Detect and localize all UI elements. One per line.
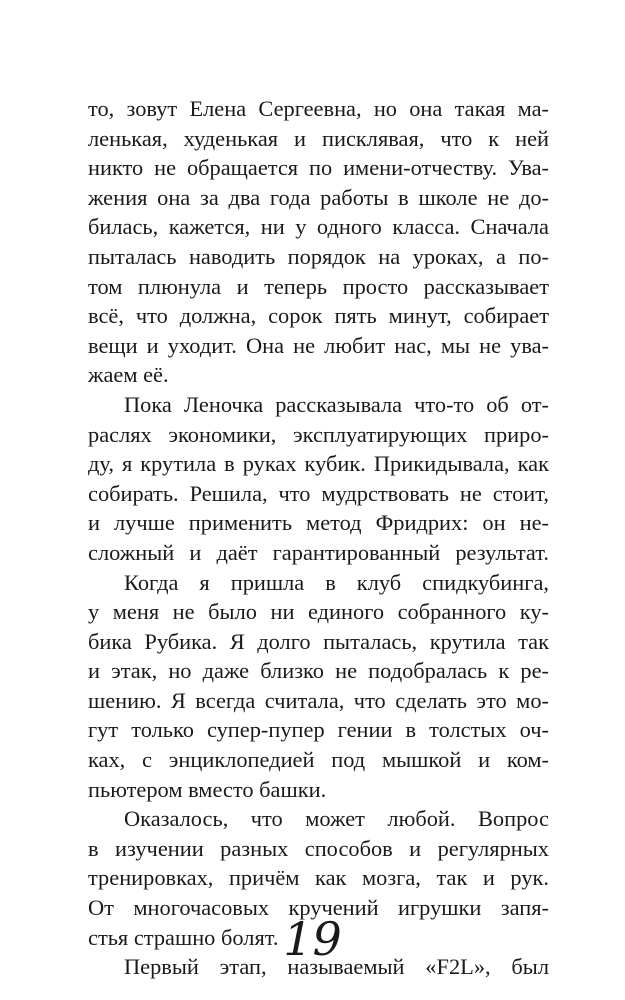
text-line: ленькая, худенькая и писклявая, что к ней	[88, 125, 549, 151]
text-line: собирать. Решила, что мудрствовать не стоит,	[88, 480, 549, 506]
text-line: жения она за два года работы в школе не до-	[88, 184, 549, 210]
text-line: От многочасовых кручений игрушки запя-	[88, 895, 549, 921]
text-line: вещи и уходит. Она не любит нас, мы не ува-	[88, 332, 549, 358]
text-line: Оказалось, что может любой. Вопрос	[124, 806, 549, 832]
text-line: шению. Я всегда считала, что сделать это мо-	[88, 687, 549, 713]
text-line: у меня не было ни единого собранного ку-	[88, 599, 549, 625]
text-line: билась, кажется, ни у одного класса. Сначала	[88, 214, 549, 240]
text-line: никто не обращается по имени-отчеству. Ува-	[88, 155, 549, 181]
text-line: Первый этап, называемый «F2L», был	[124, 954, 549, 980]
text-line: и этак, но даже близко не подобралась к ре-	[88, 658, 549, 684]
text-line: тренировках, причём как мозга, так и рук.	[88, 865, 549, 891]
text-line: том плюнула и теперь просто рассказывает	[88, 273, 549, 299]
text-line: раслях экономики, эксплуатирующих приро-	[88, 421, 549, 447]
text-line: Пока Леночка рассказывала что-то об от-	[124, 391, 549, 417]
text-line: бика Рубика. Я долго пыталась, крутила так	[88, 628, 549, 654]
body-text	[88, 94, 549, 982]
text-line: Когда я пришла в клуб спидкубинга,	[124, 569, 549, 595]
text-line: стья страшно болят.	[88, 924, 279, 950]
text-line: гут только супер-пупер гении в толстых оч-	[88, 717, 549, 743]
paragraph	[88, 390, 549, 568]
text-line: пыталась наводить порядок на уроках, а по-	[88, 243, 549, 269]
text-line: ках, с энциклопедией под мышкой и ком-	[88, 747, 549, 773]
paragraph	[88, 568, 549, 805]
text-line: ду, я крутила в руках кубик. Прикидывала, как	[88, 451, 549, 477]
text-line: пьютером вместо башки.	[88, 776, 327, 802]
text-line: то, зовут Елена Сергеевна, но она такая ма-	[88, 96, 549, 121]
text-line: жаем её.	[88, 362, 169, 388]
text-line: и лучше применить метод Фридрих: он не-	[88, 510, 549, 536]
text-line: в изучении разных способов и регулярных	[88, 835, 549, 861]
text-line: сложный и даёт гарантированный результат.	[88, 539, 549, 565]
paragraph	[88, 94, 549, 390]
page-number: 19	[283, 912, 342, 966]
text-line: всё, что должна, сорок пять минут, собирает	[88, 303, 549, 329]
